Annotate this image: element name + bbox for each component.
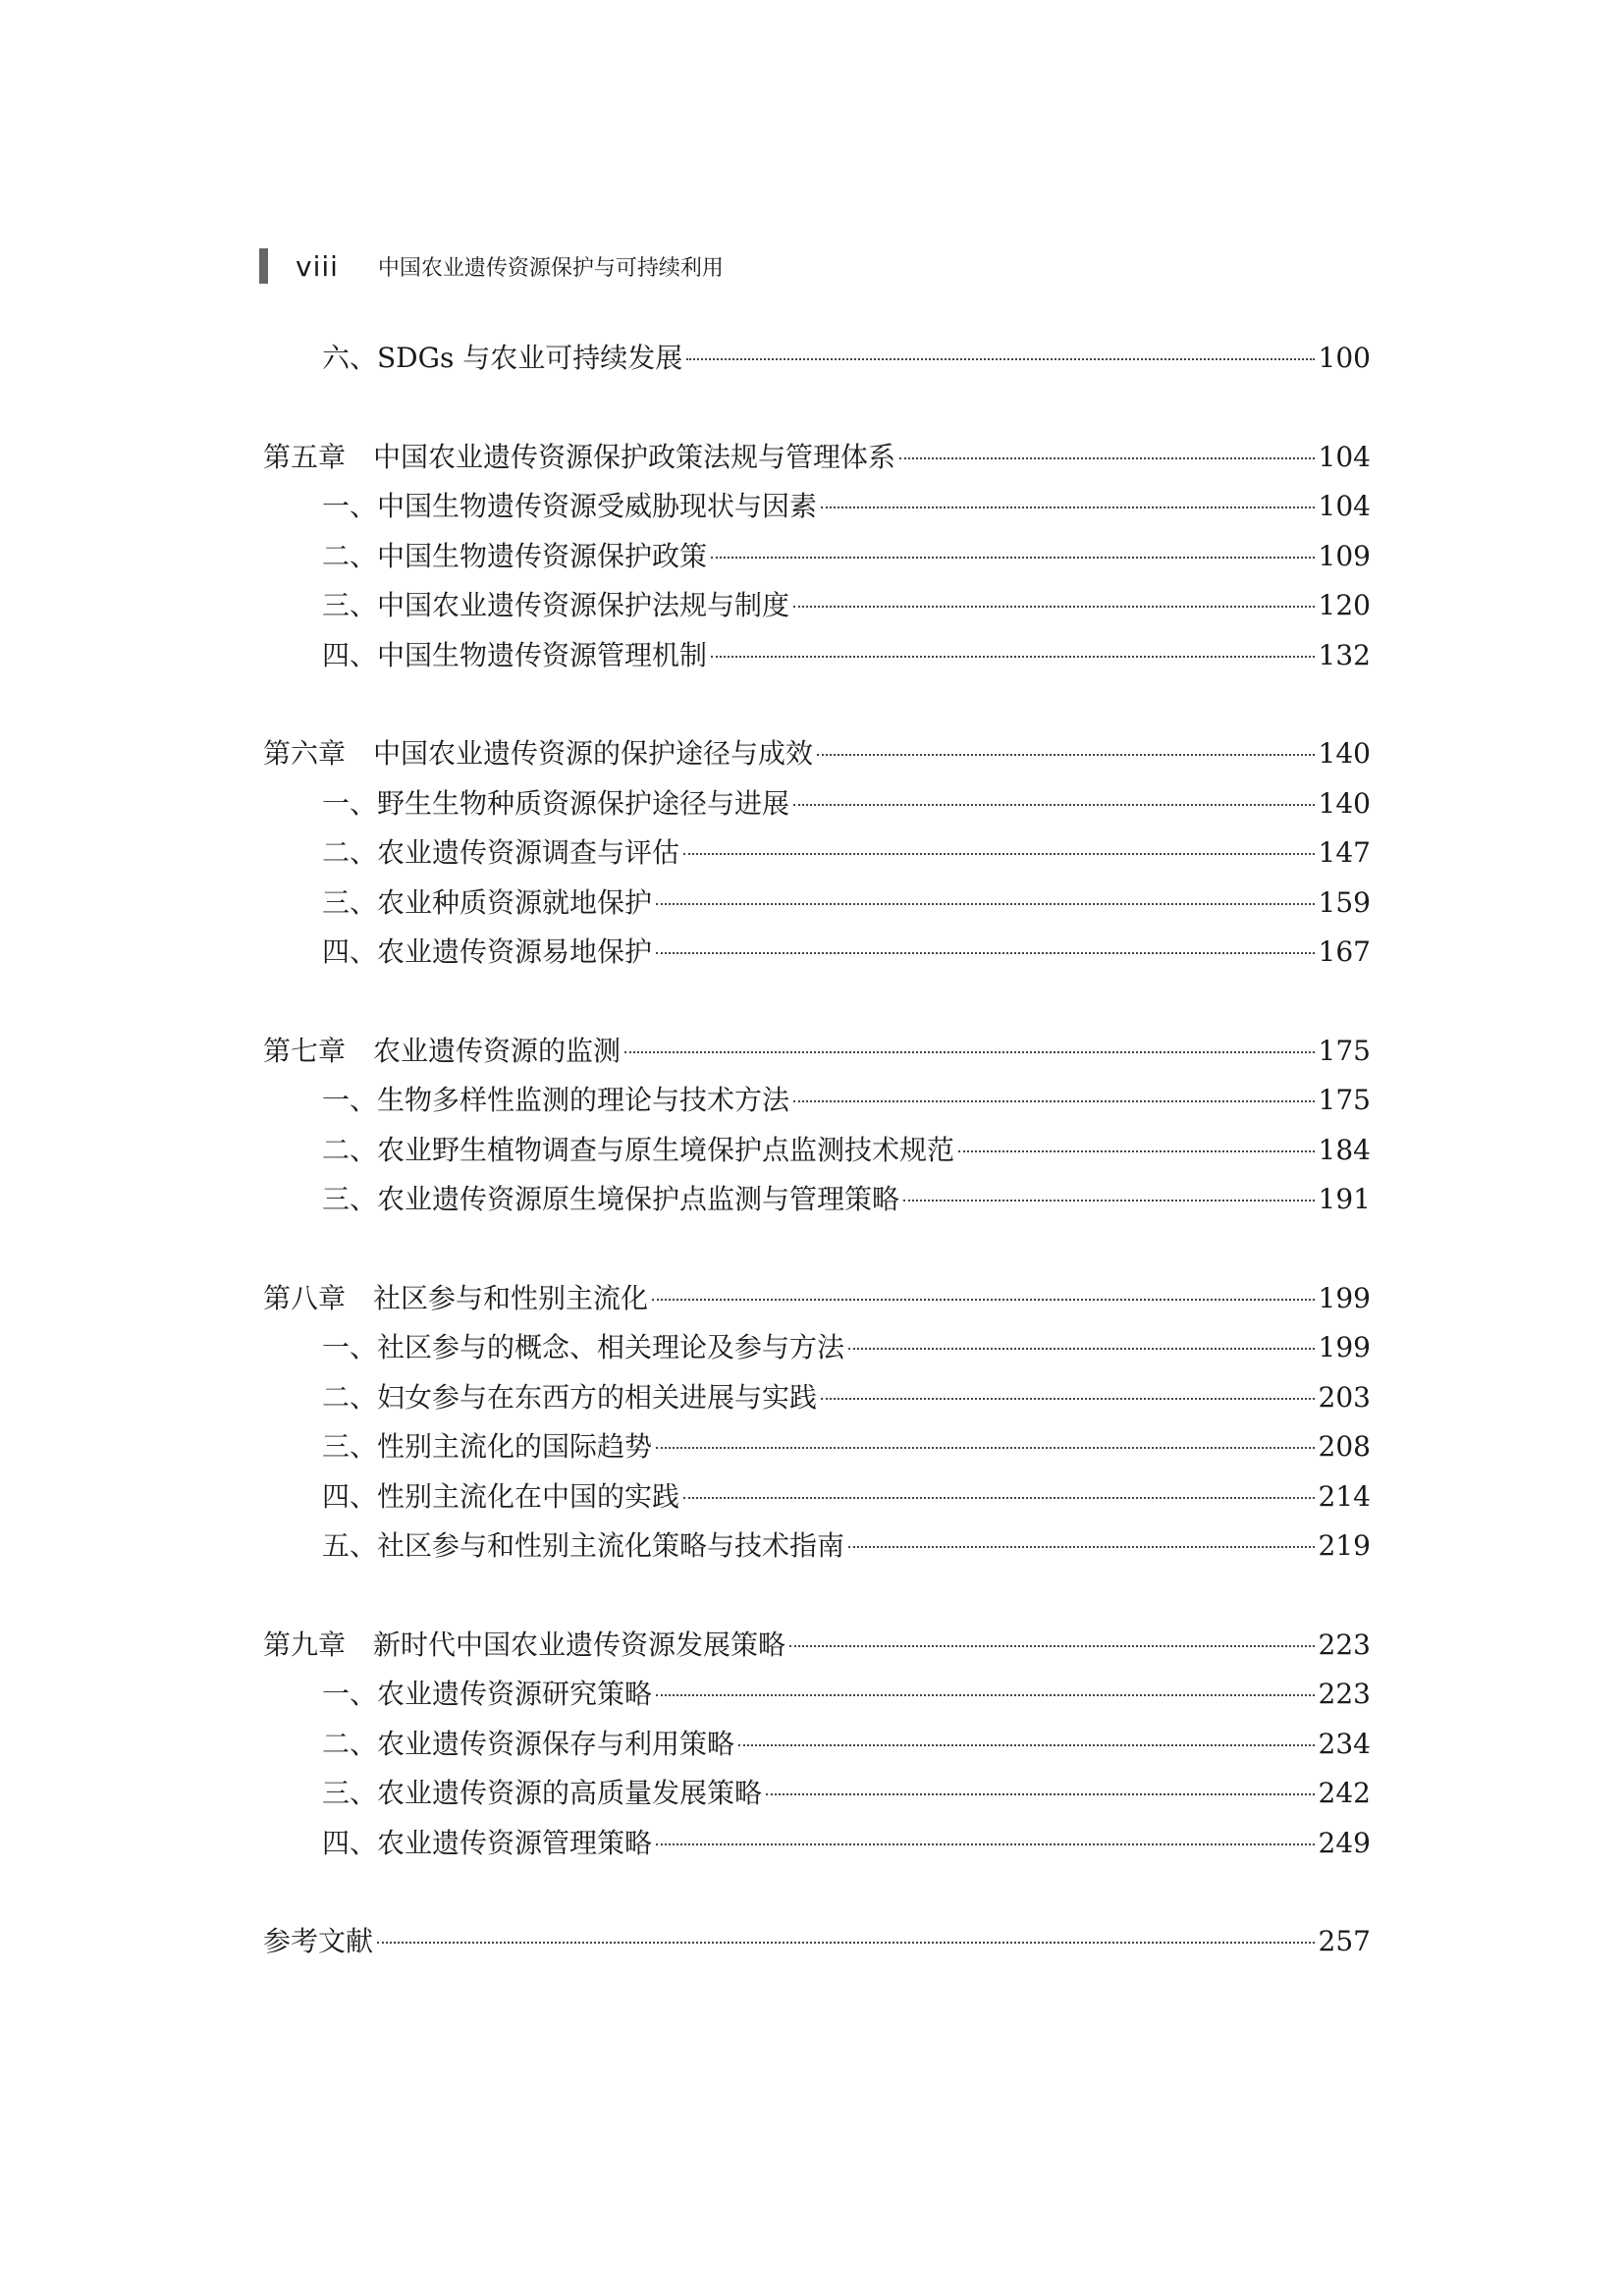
dot-leader	[903, 1200, 1315, 1201]
toc-page-number: 191	[1318, 1183, 1371, 1215]
toc-group	[263, 1027, 1371, 1225]
header-page-number: viii	[296, 249, 339, 283]
toc-page-number: 100	[1318, 342, 1371, 374]
dot-leader	[683, 1497, 1315, 1499]
dot-leader	[711, 557, 1315, 559]
dot-leader	[793, 804, 1315, 806]
toc-group	[263, 1274, 1371, 1572]
toc-entry-label: 二、农业遗传资源保存与利用策略	[322, 1727, 735, 1760]
toc-page-number: 223	[1318, 1678, 1371, 1710]
toc-page-number: 104	[1318, 490, 1371, 522]
dot-leader	[656, 1694, 1315, 1696]
toc-entry-label: 一、社区参与的概念、相关理论及参与方法	[322, 1331, 845, 1363]
toc-entry-label: 农业遗传资源的监测	[373, 1034, 622, 1067]
toc-page-number: 223	[1318, 1628, 1371, 1661]
dot-leader	[817, 754, 1315, 756]
toc-entry-label: 一、农业遗传资源研究策略	[322, 1678, 653, 1710]
dot-leader	[656, 952, 1315, 954]
dot-leader	[793, 1100, 1315, 1102]
toc-section-entry[interactable]	[263, 1472, 1371, 1522]
toc-entry-label: 二、农业野生植物调查与原生境保护点监测技术规范	[322, 1133, 955, 1166]
toc-chapter-entry[interactable]	[263, 1027, 1371, 1077]
toc-page-number: 159	[1318, 885, 1371, 919]
toc-entry-label: 社区参与和性别主流化	[373, 1281, 649, 1314]
dot-leader	[656, 903, 1315, 905]
dot-leader	[958, 1150, 1315, 1152]
toc-section-entry[interactable]	[263, 334, 1371, 384]
toc-page-number: 175	[1318, 1034, 1371, 1067]
dot-leader	[789, 1645, 1315, 1647]
toc-page-number: 208	[1318, 1430, 1371, 1463]
toc-entry-label: 二、妇女参与在东西方的相关进展与实践	[322, 1380, 818, 1414]
toc-entry-label: 一、野生生物种质资源保护途径与进展	[322, 786, 790, 820]
dot-leader	[656, 1843, 1315, 1845]
toc-page-number: 184	[1318, 1133, 1371, 1166]
toc-section-entry[interactable]	[263, 532, 1371, 582]
toc-page-number: 199	[1318, 1281, 1371, 1314]
toc-section-entry[interactable]	[263, 879, 1371, 929]
toc-entry-label: 新时代中国农业遗传资源发展策略	[373, 1628, 786, 1661]
toc-chapter-number: 第七章	[263, 1034, 347, 1067]
dot-leader	[652, 1299, 1315, 1301]
dot-leader	[711, 656, 1315, 658]
toc-section-entry[interactable]	[263, 482, 1371, 532]
toc-page-number: 104	[1318, 440, 1371, 473]
toc-page-number: 203	[1318, 1380, 1371, 1414]
toc-entry-label: 四、农业遗传资源管理策略	[322, 1826, 653, 1859]
dot-leader	[821, 1398, 1315, 1400]
toc-section-entry[interactable]	[263, 928, 1371, 978]
dot-leader	[899, 457, 1315, 459]
toc-entry-label: 参考文献	[263, 1925, 374, 1957]
dot-leader	[766, 1793, 1315, 1795]
toc-section-entry[interactable]	[263, 1076, 1371, 1126]
toc-section-entry[interactable]	[263, 1175, 1371, 1225]
toc-page-number: 109	[1318, 539, 1371, 572]
toc-group	[263, 1917, 1371, 1967]
toc-entry-label: 四、农业遗传资源易地保护	[322, 935, 653, 968]
toc-chapter-entry[interactable]	[263, 433, 1371, 483]
toc-page-number: 242	[1318, 1777, 1371, 1809]
toc-section-entry[interactable]	[263, 1422, 1371, 1472]
toc-chapter-entry[interactable]	[263, 1274, 1371, 1324]
toc-section-entry[interactable]	[263, 1819, 1371, 1869]
toc-entry-label: 三、中国农业遗传资源保护法规与制度	[322, 589, 790, 621]
dot-leader	[793, 606, 1315, 608]
toc-section-entry[interactable]	[263, 779, 1371, 829]
toc-chapter-number: 第八章	[263, 1281, 347, 1314]
toc-entry-label: 三、农业遗传资源的高质量发展策略	[322, 1777, 763, 1809]
toc-chapter-number: 第九章	[263, 1628, 347, 1661]
toc-entry-label: 中国农业遗传资源的保护途径与成效	[373, 737, 814, 770]
toc-section-entry[interactable]	[263, 1522, 1371, 1572]
toc-entry-label: 三、性别主流化的国际趋势	[322, 1430, 653, 1463]
toc-page-number: 257	[1318, 1925, 1371, 1957]
header-book-title: 中国农业遗传资源保护与可持续利用	[377, 255, 724, 281]
toc-entry-label: 三、农业遗传资源原生境保护点监测与管理策略	[322, 1183, 900, 1215]
toc-page-number: 140	[1318, 786, 1371, 820]
toc-entry-label: 二、中国生物遗传资源保护政策	[322, 539, 708, 572]
toc-chapter-entry[interactable]	[263, 1621, 1371, 1671]
running-header	[259, 248, 724, 284]
toc-page-number: 120	[1318, 589, 1371, 621]
header-bar	[259, 248, 268, 284]
toc-entry-label: 四、性别主流化在中国的实践	[322, 1479, 680, 1513]
toc-section-entry[interactable]	[263, 581, 1371, 631]
toc-section-entry[interactable]	[263, 1323, 1371, 1373]
toc-page-number: 249	[1318, 1826, 1371, 1859]
toc-entry-label: 三、农业种质资源就地保护	[322, 885, 653, 919]
toc-section-entry[interactable]	[263, 1720, 1371, 1770]
toc-page-number: 214	[1318, 1479, 1371, 1513]
dot-leader	[686, 358, 1314, 360]
toc-chapter-entry[interactable]	[263, 729, 1371, 779]
dot-leader	[683, 853, 1315, 855]
toc-entry-label: 一、生物多样性监测的理论与技术方法	[322, 1084, 790, 1116]
toc-group	[263, 334, 1371, 384]
toc-page-number: 234	[1318, 1727, 1371, 1760]
toc-entry-label: 二、农业遗传资源调查与评估	[322, 836, 680, 869]
toc-entry-label: 中国农业遗传资源保护政策法规与管理体系	[373, 440, 896, 473]
dot-leader	[624, 1051, 1315, 1053]
toc-chapter-entry[interactable]	[263, 1917, 1371, 1967]
dot-leader	[738, 1744, 1315, 1746]
toc-page-number: 132	[1318, 638, 1371, 671]
dot-leader	[377, 1942, 1315, 1944]
toc-entry-label: 一、中国生物遗传资源受威胁现状与因素	[322, 490, 818, 522]
dot-leader	[821, 507, 1315, 508]
toc-section-entry[interactable]	[263, 631, 1371, 681]
toc-section-entry[interactable]	[263, 1126, 1371, 1176]
toc-page-number: 140	[1318, 737, 1371, 770]
toc-group	[263, 433, 1371, 681]
toc-page-number: 167	[1318, 935, 1371, 968]
toc-group	[263, 729, 1371, 978]
toc-page-number: 199	[1318, 1331, 1371, 1363]
toc-page-number: 219	[1318, 1529, 1371, 1562]
toc-page-number: 147	[1318, 836, 1371, 869]
table-of-contents	[263, 334, 1371, 1967]
toc-section-entry[interactable]	[263, 828, 1371, 879]
toc-entry-label: 四、中国生物遗传资源管理机制	[322, 638, 708, 671]
dot-leader	[656, 1447, 1315, 1449]
toc-group	[263, 1621, 1371, 1869]
dot-leader	[848, 1546, 1315, 1548]
toc-entry-label: 五、社区参与和性别主流化策略与技术指南	[322, 1529, 845, 1562]
toc-entry-label: 六、SDGs 与农业可持续发展	[322, 342, 683, 374]
toc-section-entry[interactable]	[263, 1769, 1371, 1819]
toc-section-entry[interactable]	[263, 1670, 1371, 1720]
toc-chapter-number: 第五章	[263, 440, 347, 473]
toc-section-entry[interactable]	[263, 1373, 1371, 1423]
toc-page-number: 175	[1318, 1084, 1371, 1116]
dot-leader	[848, 1348, 1315, 1350]
toc-chapter-number: 第六章	[263, 737, 347, 770]
